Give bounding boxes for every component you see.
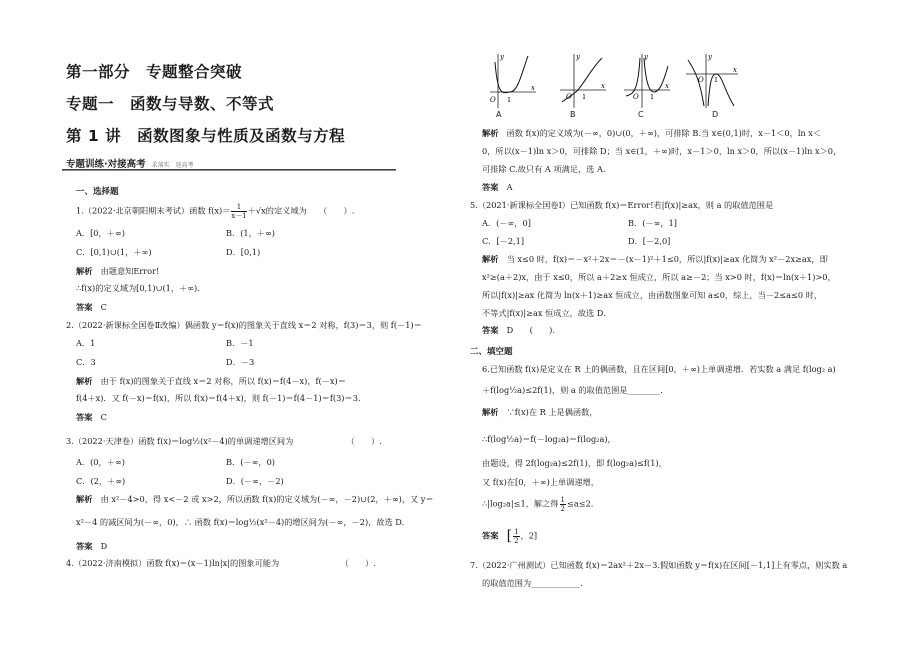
q1-answer-value: C — [100, 302, 107, 312]
q4-analysis-line2: 0，所以(x－1)ln x＞0，可排除 D；当 x∈(1，＋∞)时，x－1＞0，ln x＞0，所以(x－1)ln x＞0， — [482, 146, 842, 156]
banner — [66, 156, 194, 170]
q3-answer-value: D — [100, 541, 108, 551]
q1-option-b: B．(1，＋∞) — [226, 228, 275, 238]
q6-analysis-line1: ∵f(x)在 R 上是偶函数， — [506, 407, 598, 417]
q2-option-c: C．3 — [76, 357, 96, 367]
q6-analysis-line3: 由题设，得 2f(log₂a)≤2f(1)，即 f(log₂a)≤f(1)， — [482, 458, 667, 468]
q5-answer — [482, 325, 555, 336]
lecture-title: 第 1 讲 函数图象与性质及函数与方程 — [66, 127, 346, 145]
q4-answer-value: A — [506, 182, 513, 192]
q2-option-b: B．－1 — [226, 338, 254, 348]
q6-line5-a: ∴|log₂a|≤1，解之得 — [482, 498, 559, 509]
q1-option-a: A．[0，＋∞) — [76, 228, 125, 238]
q1-frac-num: 1 — [231, 203, 246, 212]
graph-d-x-label: x — [733, 66, 737, 74]
q6-line5-den: 2 — [560, 505, 565, 513]
q6-analysis-label: 解析 — [482, 407, 499, 417]
q4-answer-label: 答案 — [482, 182, 499, 192]
graph-c-y-label: y — [644, 53, 648, 61]
q1-answer-label: 答案 — [76, 302, 93, 312]
banner-rule — [62, 169, 396, 171]
q6-line5-b: ≤a≤2. — [566, 498, 594, 509]
graph-b-x-label: x — [601, 82, 605, 90]
q5-analysis-line4: 不等式|f(x)|≥ax 恒成立，故选 D. — [482, 308, 606, 318]
graph-d-label: D — [712, 110, 719, 119]
q5-answer-label: 答案 — [482, 325, 499, 335]
q2-analysis-label: 解析 — [76, 376, 93, 386]
q1-stem — [76, 203, 354, 220]
q1-stem-b: ＋√x的定义域为 （ ）. — [247, 205, 355, 216]
q2-stem: 2.（2022·新课标全国卷Ⅱ改编）偶函数 y＝f(x)的图象关于直线 x＝2 对称，f(3)＝3，则 f(－1)＝ — [66, 320, 422, 330]
q5-answer-value: D — [506, 325, 514, 335]
graph-b-origin: O — [566, 93, 572, 101]
graph-c-origin: O — [633, 93, 639, 101]
graph-c-x-label: x — [665, 82, 669, 90]
q5-option-b: B．(－∞，1] — [628, 218, 677, 228]
q6-line5-num: 1 — [560, 496, 565, 504]
q2-answer-value: C — [100, 412, 107, 422]
q6-analysis-line5 — [482, 496, 593, 513]
q2-answer — [76, 412, 107, 423]
q3-stem: 3.（2022·天津卷）函数 f(x)＝log½(x²－4)的单调递增区间为 （ ）. — [66, 436, 382, 446]
q5-analysis-line2: x²≥(a＋2)x，由于 x≤0，所以 a＋2≥x 恒成立，所以 a≥－2；当 x>0 时，f(x)＝ln(x＋1)>0， — [482, 272, 836, 282]
q2-analysis — [76, 376, 346, 387]
q4-analysis-label: 解析 — [482, 128, 499, 138]
q6-answer — [482, 528, 537, 545]
q4-analysis-line3: 可排除 C.故只有 A 项满足，选 A. — [482, 164, 606, 174]
q6-analysis-line2: ∴f(log½a)＝f(－log₂a)＝f(log₂a)， — [482, 434, 616, 444]
graph-b — [558, 50, 608, 110]
graph-b-tick: 1 — [582, 93, 587, 101]
q5-analysis-line3: 所以|f(x)|≥ax 化简为 ln(x＋1)≥ax 恒成立，由函数图象可知 a≤0，综上，当－2≤a≤0 时， — [482, 290, 823, 300]
q2-option-a: A．1 — [76, 338, 96, 348]
q7-stem-line1: 7.（2022·广州测试）已知函数 f(x)＝2ax²＋2x－3.假如函数 y＝f(x)在区间[－1,1]上有零点，则实数 a — [470, 560, 848, 570]
q4-analysis-line1: 函数 f(x)的定义域为(－∞，0)∪(0，＋∞)，可排除 B.当 x∈(0,1)时，x－1＜0，ln x＜ — [506, 128, 822, 138]
q5-option-d: D．[－2,0] — [628, 236, 671, 246]
q3-analysis-line1: 由 x²－4>0，得 x<－2 或 x>2，所以函数 f(x)的定义域为(－∞，－2)∪(2，＋∞)，又 y＝ — [100, 494, 434, 504]
graph-a-label: A — [496, 110, 502, 119]
q2-analysis-line2: f(4＋x)．又 f(－x)＝f(x)，所以 f(x)＝f(4＋x)，则 f(－1)＝f(4－1)＝f(3)＝3. — [76, 393, 361, 403]
q1-frac-den: x－1 — [231, 212, 247, 220]
q3-option-a: A．(0，＋∞) — [76, 457, 125, 467]
graph-d — [684, 50, 740, 110]
q2-analysis-line1: 由于 f(x)的图象关于直线 x＝2 对称，所以 f(x)＝f(4－x)，f(－x)＝ — [100, 376, 346, 386]
graph-c-label: C — [638, 110, 644, 119]
q6-analysis — [482, 407, 598, 418]
q6-stem-line2: ＋f(log½a)≤2f(1)，则 a 的取值范围是________. — [482, 385, 663, 395]
q6-answer-fraction — [513, 528, 519, 545]
part-title: 第一部分 专题整合突破 — [66, 63, 243, 81]
q6-answer-num: 1 — [514, 528, 519, 536]
q2-answer-label: 答案 — [76, 412, 93, 422]
q5-analysis-label: 解析 — [482, 254, 499, 264]
q5-option-c: C．[－2,1] — [482, 236, 525, 246]
q6-analysis-line4: 又 f(x)在[0，＋∞)上单调递增， — [482, 477, 599, 487]
banner-subtitle: 求落实 迎高考 — [151, 162, 194, 169]
q1-analysis-label: 解析 — [76, 266, 93, 276]
graph-b-label: B — [570, 110, 576, 119]
q3-analysis-line2: x²－4 的减区间为(－∞，0)，∴ 函数 f(x)＝log½(x²－4)的增区间为(－∞，－2)，故选 D. — [76, 517, 405, 527]
graph-d-y-label: y — [708, 53, 712, 61]
q4-analysis — [482, 128, 821, 139]
q4-answer — [482, 182, 513, 193]
q6-answer-open: [ — [506, 528, 513, 544]
graph-d-origin: O — [698, 76, 704, 84]
topic-title: 专题一 函数与导数、不等式 — [66, 95, 275, 113]
q3-option-d: D．(－∞，－2) — [226, 476, 284, 486]
q1-option-d: D．[0,1) — [226, 247, 261, 257]
q4-stem: 4.（2022·济南模拟）函数 f(x)＝(x－1)ln|x|的图象可能为 （ ）. — [66, 558, 376, 568]
q3-answer — [76, 541, 107, 552]
q5-analysis — [482, 254, 828, 265]
graph-c — [622, 50, 672, 110]
q5-analysis-line1: 当 x≤0 时，f(x)＝－x²＋2x＝－(x－1)²＋1≤0，所以|f(x)|≥ax 化简为 x²－2x≥ax，即 — [506, 254, 828, 264]
q7-stem-line2: 的取值范围为____________. — [482, 578, 583, 588]
graph-a — [488, 50, 538, 110]
graph-c-tick: 1 — [650, 93, 655, 101]
q6-line5-fraction — [560, 496, 566, 513]
graph-b-y-label: y — [576, 53, 580, 61]
q2-option-d: D．－3 — [226, 357, 255, 367]
graph-a-tick: 1 — [507, 96, 512, 104]
q1-answer — [76, 302, 107, 313]
graph-a-x-label: x — [531, 84, 535, 92]
q6-stem-line1: 6.已知函数 f(x)是定义在 R 上的偶函数，且在区间[0，＋∞)上单调递增．若实数 a 满足 f(log₂ a) — [482, 364, 836, 374]
q1-option-c: C．[0,1)∪(1，＋∞) — [76, 247, 152, 257]
q1-fraction — [231, 203, 246, 220]
section-choice: 一、选择题 — [76, 187, 119, 197]
q3-analysis-label: 解析 — [76, 494, 93, 504]
q3-answer-label: 答案 — [76, 541, 93, 551]
q3-option-c: C．(2，＋∞) — [76, 476, 126, 486]
q1-analysis-line2: ∴f(x)的定义域为[0,1)∪(1，＋∞). — [76, 283, 200, 293]
q5-answer-tail: ( ). — [529, 325, 555, 335]
q1-stem-a: 1.（2022·北京朝阳期末考试）函数 f(x)＝ — [76, 205, 231, 216]
banner-title: 专题训练·对接高考 — [66, 159, 146, 170]
graph-a-y-label: y — [500, 53, 504, 61]
q6-answer-label: 答案 — [482, 530, 499, 541]
graph-a-origin: O — [490, 96, 496, 104]
q5-option-a: A．(－∞，0] — [482, 218, 531, 228]
q5-stem: 5.（2021·新课标全国卷Ⅰ）已知函数 f(x)＝Error!若|f(x)|≥ax，则 a 的取值范围是 — [470, 200, 774, 210]
q3-analysis — [76, 494, 434, 505]
graph-d-tick: 1 — [714, 76, 719, 84]
q6-answer-tail: ，2] — [520, 530, 538, 541]
q3-option-b: B．(－∞，0) — [226, 457, 275, 467]
q1-analysis — [76, 266, 159, 277]
q6-answer-den: 2 — [514, 537, 519, 545]
section-fill: 二、填空题 — [470, 347, 513, 357]
q1-analysis-line1: 由题意知Error! — [100, 266, 160, 276]
